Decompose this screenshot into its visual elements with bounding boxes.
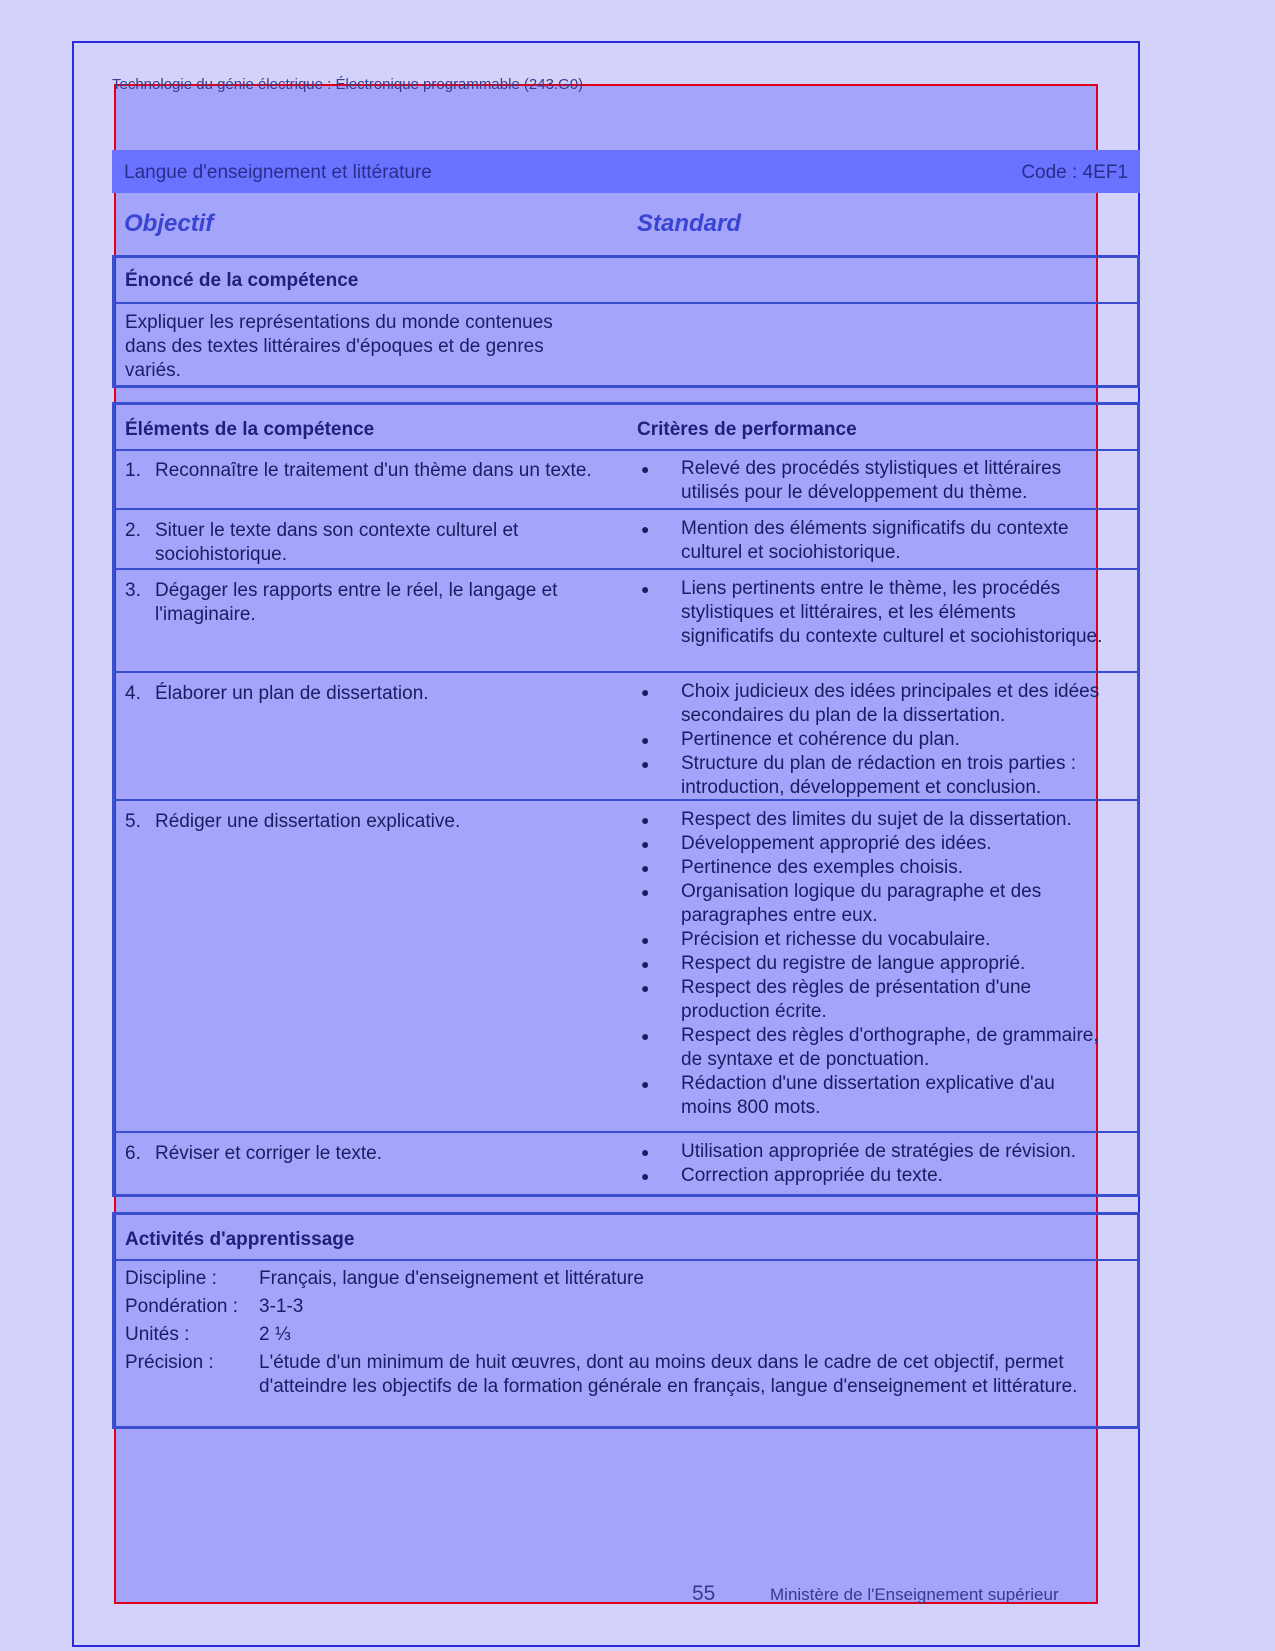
criterion [637, 976, 1107, 1024]
criterion-text: Structure du plan de rédaction en trois parties : introduction, développement et conclusion. [681, 753, 1077, 798]
criterion [637, 928, 1107, 952]
criteria-list-2 [637, 517, 1107, 565]
divider [115, 1131, 1137, 1133]
criteria-list-4 [637, 680, 1107, 800]
bullet-icon: ● [641, 1168, 650, 1184]
discipline-label: Discipline : [125, 1268, 217, 1289]
criterion [637, 517, 1107, 565]
bullet-icon: ● [641, 1144, 650, 1160]
criteria-list-6 [637, 1140, 1107, 1188]
element-label: Dégager les rapports entre le réel, le langage et l'imaginaire. [155, 580, 558, 625]
page-number: 55 [692, 1582, 716, 1605]
title-bar [112, 150, 1140, 193]
criterion [637, 952, 1107, 976]
criterion [637, 808, 1107, 832]
course-code: Code : 4EF1 [1021, 162, 1128, 183]
objectif-title: Objectif [124, 210, 214, 237]
criterion-text: Respect des règles de présentation d'une production écrite. [681, 977, 1032, 1022]
criterion [637, 1072, 1107, 1120]
criteria-list-5 [637, 808, 1107, 1120]
running-header: Technologie du génie électrique : Électronique programmable (243.G0) [112, 76, 584, 93]
element-label: Rédiger une dissertation explicative. [155, 811, 461, 832]
criterion [637, 728, 1107, 752]
bullet-icon: ● [641, 1076, 650, 1092]
criterion [637, 856, 1107, 880]
divider [115, 799, 1137, 801]
footer-organisation: Ministère de l'Enseignement supérieur [770, 1585, 1059, 1604]
bullet-icon: ● [641, 860, 650, 876]
criterion-text: Relevé des procédés stylistiques et littéraires utilisés pour le développement du thème. [681, 458, 1062, 503]
divider [115, 508, 1137, 510]
element-label: Reconnaître le traitement d'un thème dans un texte. [155, 460, 592, 481]
criterion-text: Pertinence des exemples choisis. [681, 857, 963, 878]
criterion-text: Utilisation appropriée de stratégies de révision. [681, 1141, 1076, 1162]
precision-value: L'étude d'un minimum de huit œuvres, dont au moins deux dans le cadre de cet objectif, permet d'atteindre les objectifs de la formation générale en français, langue d'enseignement et littérature. [259, 1352, 1078, 1397]
criterion-text: Rédaction d'une dissertation explicative d'au moins 800 mots. [681, 1073, 1055, 1118]
bullet-icon: ● [641, 956, 650, 972]
bullet-icon: ● [641, 461, 650, 477]
activites-heading: Activités d'apprentissage [125, 1229, 355, 1250]
elements-box [112, 402, 1140, 1197]
divider [115, 449, 1137, 451]
enonce-text: Expliquer les représentations du monde contenues dans des textes littéraires d'époques et de genres variés. [125, 312, 553, 381]
bullet-icon: ● [641, 812, 650, 828]
enonce-heading: Énoncé de la compétence [125, 270, 359, 291]
element-number: 4. [125, 683, 141, 704]
criterion [637, 577, 1107, 649]
element-number: 5. [125, 811, 141, 832]
criterion-text: Choix judicieux des idées principales et des idées secondaires du plan de la dissertation. [681, 681, 1100, 726]
criterion-text: Précision et richesse du vocabulaire. [681, 929, 991, 950]
bullet-icon: ● [641, 756, 650, 772]
divider [115, 302, 1137, 304]
enonce-box [112, 255, 1140, 388]
criterion-text: Respect des limites du sujet de la dissertation. [681, 809, 1072, 830]
bullet-icon: ● [641, 932, 650, 948]
divider [115, 1259, 1137, 1261]
element-number: 3. [125, 580, 141, 601]
bullet-icon: ● [641, 836, 650, 852]
bullet-icon: ● [641, 884, 650, 900]
element-label: Élaborer un plan de dissertation. [155, 683, 429, 704]
criterion [637, 880, 1107, 928]
criterion [637, 1140, 1107, 1164]
criterion-text: Respect des règles d'orthographe, de grammaire, de syntaxe et de ponctuation. [681, 1025, 1099, 1070]
precision-label: Précision : [125, 1352, 214, 1373]
criteria-list-1 [637, 457, 1107, 505]
criterion [637, 1024, 1107, 1072]
discipline-value: Français, langue d'enseignement et littérature [259, 1268, 644, 1289]
criterion-text: Correction appropriée du texte. [681, 1165, 943, 1186]
criterion-text: Liens pertinents entre le thème, les procédés stylistiques et littéraires, et les éléments significatifs du contexte culturel et sociohistorique. [681, 578, 1103, 647]
activites-box [112, 1212, 1140, 1429]
criterion [637, 752, 1107, 800]
element-label: Situer le texte dans son contexte culturel et sociohistorique. [155, 520, 519, 565]
bullet-icon: ● [641, 521, 650, 537]
unites-label: Unités : [125, 1324, 190, 1345]
course-title: Langue d'enseignement et littérature [124, 162, 432, 183]
criterion-text: Mention des éléments significatifs du contexte culturel et sociohistorique. [681, 518, 1069, 563]
criterion [637, 680, 1107, 728]
ponderation-value: 3-1-3 [259, 1296, 304, 1317]
element-number: 1. [125, 460, 141, 481]
criterion-text: Pertinence et cohérence du plan. [681, 729, 960, 750]
criterion-text: Développement approprié des idées. [681, 833, 992, 854]
divider [115, 568, 1137, 570]
bullet-icon: ● [641, 980, 650, 996]
criterion [637, 457, 1107, 505]
elements-heading: Éléments de la compétence [125, 419, 375, 440]
criterion-text: Respect du registre de langue approprié. [681, 953, 1026, 974]
bullet-icon: ● [641, 1028, 650, 1044]
criterion [637, 832, 1107, 856]
unites-value: 2 ⅓ [259, 1324, 291, 1345]
standard-title: Standard [637, 210, 742, 237]
element-number: 2. [125, 520, 141, 541]
criteria-list-3 [637, 577, 1107, 649]
criterion [637, 1164, 1107, 1188]
divider [115, 671, 1137, 673]
element-label: Réviser et corriger le texte. [155, 1143, 383, 1164]
criteria-heading: Critères de performance [637, 419, 857, 440]
criterion-text: Organisation logique du paragraphe et des paragraphes entre eux. [681, 881, 1042, 926]
ponderation-label: Pondération : [125, 1296, 239, 1317]
bullet-icon: ● [641, 684, 650, 700]
bullet-icon: ● [641, 732, 650, 748]
element-number: 6. [125, 1143, 141, 1164]
bullet-icon: ● [641, 581, 650, 597]
